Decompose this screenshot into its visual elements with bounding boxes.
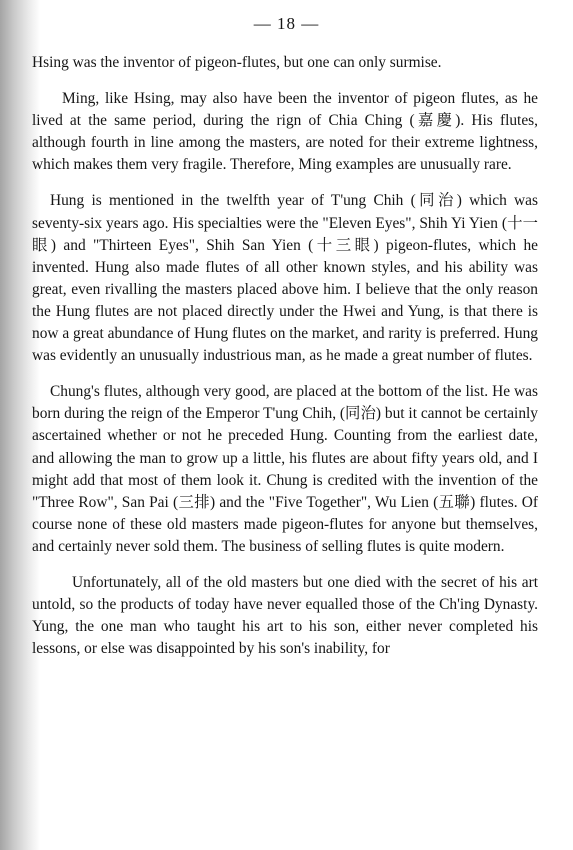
paragraph-4: Chung's flutes, although very good, are placed at the bottom of the list. He was born during the reign of the Emperor T'ung Chih, (同治) but it cannot be certainly ascertained whether or not he preceded Hung. Counting from the earliest date, and allowing the man to grow up a little, his flutes are about fifty years old, and I might add that most of them look it. Chung is credited with the invention of the "Three Row", San Pai (三排) and the "Five Together", Wu Lien (五聯) flutes. Of course none of these old masters made pigeon-flutes for anyone but themselves, and certainly never sold them. The business of selling flutes is quite modern.: [32, 383, 538, 555]
page-number: — 18 —: [253, 14, 320, 33]
paragraph-5: Unfortunately, all of the old masters but one died with the secret of his art untold, so the products of today have never equalled those of the Ch'ing Dynasty. Yung, the one man who taught his art to his son, either never completed his lessons, or else was disappointed by his son's inability, for: [32, 573, 538, 658]
paragraph-1: Hsing was the inventor of pigeon-flutes, but one can only surmise.: [32, 54, 442, 71]
paragraph-3: Hung is mentioned in the twelfth year of T'ung Chih (同治) which was seventy-six years ago. His specialties were the "Eleven Eyes", Shih Yi Yien (十一眼) and "Thirteen Eyes", Shih San Yien (十三眼) pigeon-flutes, which he invented. Hung also made flutes of all other known styles, and his ability was great, even rivalling the masters placed above him. I believe that the only reason the Hung flutes are not placed directly under the Hwei and Yung, is that there is now a great abundance of Hung flutes on the market, and rarity is preferred. Hung was evidently an unusually industrious man, as he made a great number of flutes.: [32, 192, 538, 365]
paragraph-2: Ming, like Hsing, may also have been the inventor of pigeon flutes, as he lived at the same period, during the rign of Chia Ching (嘉慶). His flutes, although fourth in line among the masters, are noted for their extreme lightness, which makes them very fragile. Therefore, Ming examples are unusually rare.: [32, 90, 538, 174]
body-text: [32, 52, 538, 674]
